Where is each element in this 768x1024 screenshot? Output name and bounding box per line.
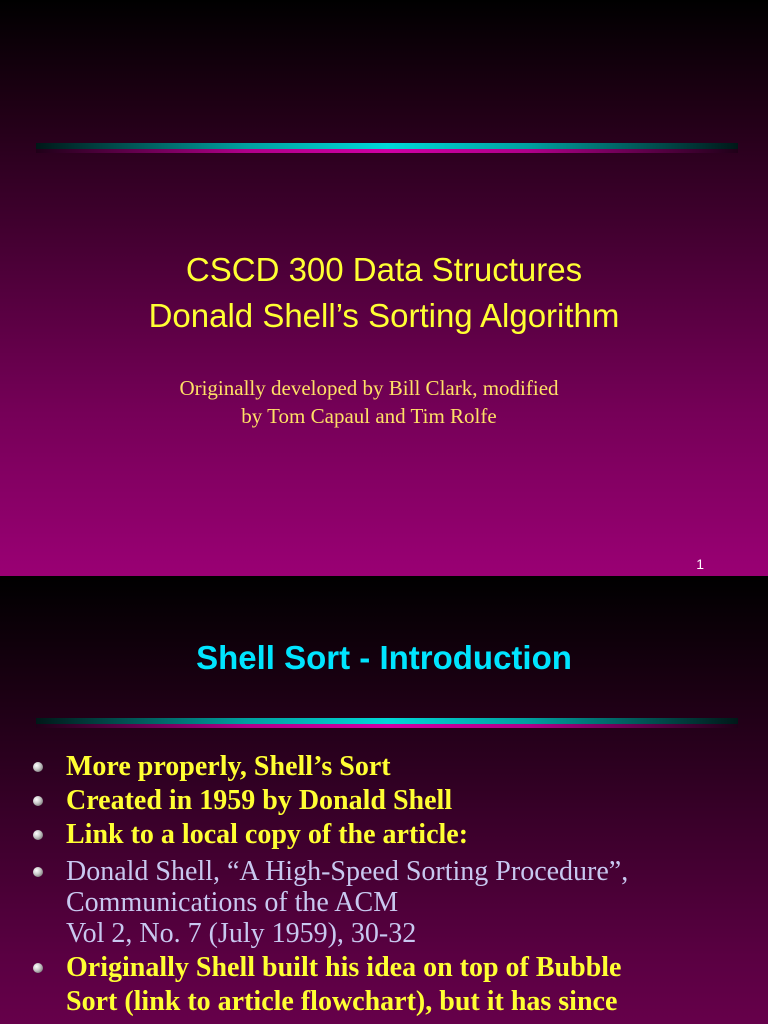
slide-1-credit-line-2: by Tom Capaul and Tim Rolfe xyxy=(241,404,497,428)
slide-number: 1 xyxy=(696,556,704,572)
list-item xyxy=(0,818,768,852)
list-item xyxy=(0,951,768,1019)
slide-2 xyxy=(0,576,768,1024)
bullet-text: Created in 1959 by Donald Shell xyxy=(66,785,453,816)
title-divider-rule xyxy=(36,143,738,153)
bullet-text: More properly, Shell’s Sort xyxy=(66,751,391,782)
slide-1-title-line-2: Donald Shell’s Sorting Algorithm xyxy=(148,297,620,334)
title-divider-rule xyxy=(36,718,738,728)
bullet-list xyxy=(0,750,768,1019)
bullet-icon xyxy=(33,867,43,877)
bullet-icon xyxy=(33,796,43,806)
slide-2-title: Shell Sort - Introduction xyxy=(196,639,572,676)
list-item-citation[interactable] xyxy=(0,855,768,951)
bullet-icon xyxy=(33,762,43,772)
citation-line[interactable]: Communications of the ACM xyxy=(66,887,399,918)
citation-line[interactable]: Donald Shell, “A High-Speed Sorting Procedure”, xyxy=(66,856,629,887)
list-item xyxy=(0,750,768,784)
bullet-icon xyxy=(33,963,43,973)
bullet-text: Sort (link to article flowchart), but it has since xyxy=(66,986,618,1017)
bullet-text: Link to a local copy of the article: xyxy=(66,819,469,850)
bullet-text: Originally Shell built his idea on top of Bubble xyxy=(66,952,622,983)
citation-line[interactable]: Vol 2, No. 7 (July 1959), 30-32 xyxy=(66,918,417,949)
slide-1-title-line-1: CSCD 300 Data Structures xyxy=(185,251,583,288)
bullet-icon xyxy=(33,830,43,840)
list-item xyxy=(0,784,768,818)
slide-1-credit-line-1: Originally developed by Bill Clark, modified xyxy=(179,376,559,400)
